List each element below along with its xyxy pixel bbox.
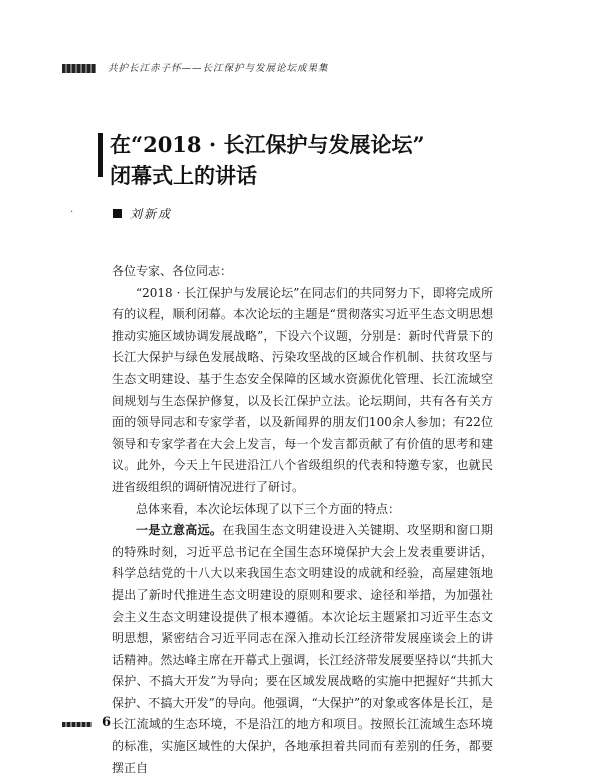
page-number: 6: [102, 715, 112, 730]
article-title-line-1: 在“2018 · 长江保护与发展论坛”: [110, 132, 425, 157]
lead-phrase: 一是立意高远。: [136, 523, 223, 538]
author-name: 刘新成: [130, 206, 173, 221]
article-body: [112, 261, 493, 779]
body-paragraph: 总体来看，本次论坛体现了以下三个方面的特点：: [136, 501, 401, 516]
margin-mark: ·: [70, 207, 74, 218]
article-title: [110, 129, 530, 191]
article-title-line-2: 闭幕式上的讲话: [110, 163, 257, 188]
lead-paragraph-text: 在我国生态文明建设进入关键期、攻坚期和窗口期的特殊时刻，习近平总书记在全国生态环境保护大会上发表重要讲话，科学总结党的十八大以来我国生态文明建设的成就和经验，高屋建瓴地提出了新时代推进生态文明建设的原则和要求、途径和举措，为加强社会主义生态文明建设提供了根本遵循。本次论坛主题紧扣习近平生态文明思想，紧密结合习近平同志在深入推动长江经济带发展座谈会上的讲话精神。然达峰主席在开幕式上强调，长江经济带发展要坚持以“共抓大保护、不搞大开发”为导向；要在区域发展战略的实施中把握好“共抓大保护、不搞大开发”的导向。他强调，“大保护”的对象或客体是长江，是长江流域的生态环境，不是沿江的地方和项目。按照长江流域生态环境的标准，实施区域性的大保护，各地承担着共同而有差别的任务，都要摆正自: [112, 523, 493, 775]
running-head: 共护长江赤子怀——长江保护与发展论坛成果集: [108, 63, 329, 74]
footer-marker: [62, 722, 92, 727]
running-head-marker: [62, 64, 96, 73]
title-accent-bar: [98, 133, 103, 177]
salutation: 各位专家、各位同志：: [112, 264, 233, 278]
author-square-icon: [113, 209, 122, 218]
author-line: [113, 205, 172, 221]
body-paragraph: “2018 · 长江保护与发展论坛”在同志们的共同努力下，即将完成所有的议程，顺利闭幕。本次论坛的主题是“贯彻落实习近平生态文明思想 推动实施区域协调发展战略”，下设六个议题，分别是：新时代背景下的长江大保护与绿色发展战略、污染攻坚战的区域合作机制、扶贫攻坚与生态文明建设、基于生态安全保障的区域水资源优化管理、长江流域空间规划与生态保护修复，以及长江保护立法。论坛期间，共有各有关方面的领导同志和专家学者，以及新闻界的朋友们100余人参加；有22位领导和专家学者在大会上发言，每一个发言都贡献了有价值的思考和建议。此外，今天上午民进沿江八个省级组织的代表和特邀专家，也就民进省级组织的调研情况进行了研讨。: [112, 285, 493, 494]
lead-paragraph: [112, 520, 493, 779]
